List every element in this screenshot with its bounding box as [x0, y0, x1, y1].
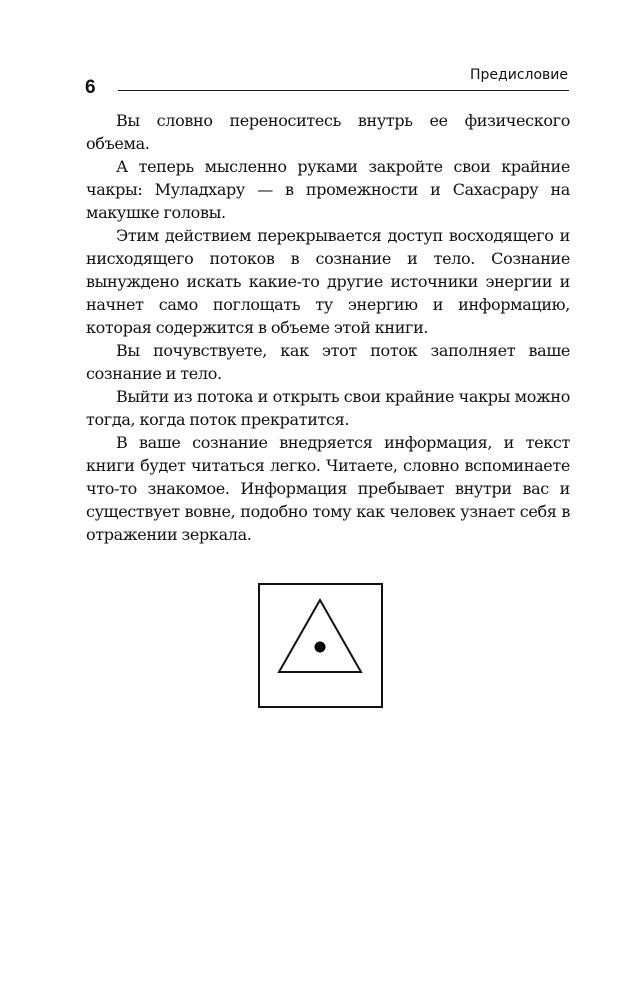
symbol-drawing: [258, 583, 383, 708]
square-triangle-dot-symbol-icon: [258, 583, 383, 708]
paragraph: Вы словно переноситесь внутрь ее физического объема.: [86, 111, 570, 153]
header-rule: [118, 90, 569, 91]
page-number: 6: [85, 77, 96, 98]
triangle: [279, 600, 361, 672]
center-dot: [315, 642, 326, 653]
paragraph: Вы почувствуете, как этот поток заполняет ваше сознание и тело.: [86, 341, 570, 383]
paragraph: В ваше сознание внедряется информация, и текст книги будет читаться легко. Читаете, словно вспоминаете что-то знакомое. Информация пребывает внутри вас и существует вовне, подобно тому как человек узнает себя в отражении зеркала.: [86, 433, 570, 544]
paragraph: Этим действием перекрывается доступ восходящего и нисходящего потоков в сознание и тело. Сознание вынуждено искать какие-то другие источники энергии и начнет само поглощать ту энергию и информацию, которая содержится в объеме этой книги.: [86, 226, 570, 337]
paragraph: Выйти из потока и открыть свои крайние чакры можно тогда, когда поток прекратится.: [86, 387, 570, 429]
body-text: [86, 109, 570, 546]
paragraph: А теперь мысленно руками закройте свои крайние чакры: Муладхару — в промежности и Сахасрару на макушке головы.: [86, 157, 570, 222]
section-title: Предисловие: [470, 67, 568, 83]
running-head: [0, 0, 644, 100]
